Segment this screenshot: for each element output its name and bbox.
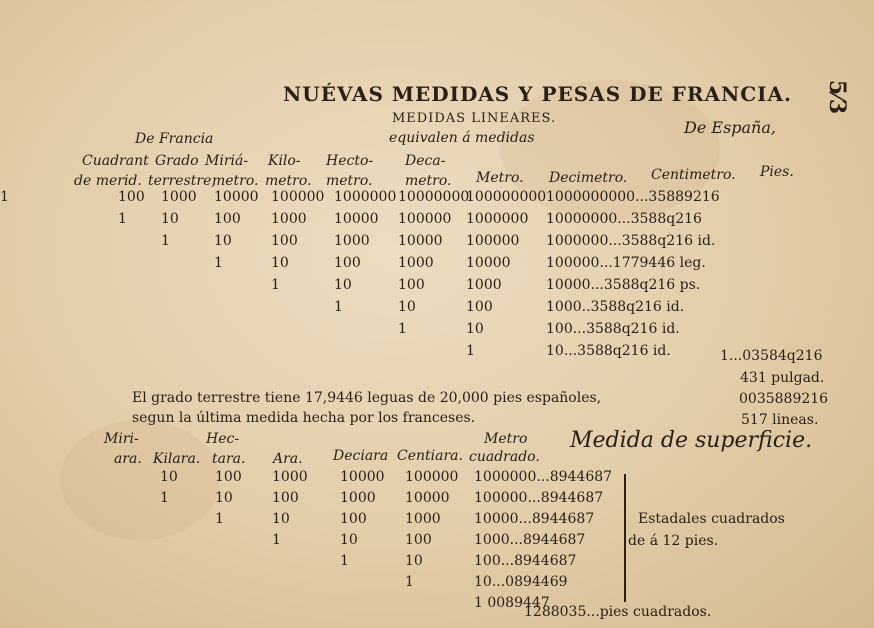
table-cell: 10 [161,211,179,227]
table-cell: 100000 [398,211,452,227]
table-cell: 100 [334,255,361,271]
table-cell: 10 [340,532,358,548]
table-cell: 1000000000...35889216 [546,189,720,205]
page-number: 5⁄3 [824,79,851,115]
col-kilara: Kilara. [153,451,201,467]
table-cell: 10 [272,511,290,527]
table-cell: 1000 [161,189,197,205]
de-francia-label: De Francia [135,131,214,147]
table-cell: 1000 [272,469,308,485]
table-cell: 100000 [271,189,325,205]
col-cuadrado: cuadrado. [469,449,540,465]
table-cell: 10 [214,233,232,249]
tail-line: 517 lineas. [741,412,819,428]
table-cell: 1000 [271,211,307,227]
table-cell: 1000 [398,255,434,271]
table-cell: 1 [466,343,475,359]
table-cell: 1 [160,490,169,506]
col-deciara: Deciara [333,448,389,464]
table-cell: 10...0894469 [474,574,568,590]
col-terrestre: terrestre, [148,173,216,189]
col-hecto-metro: metro. [326,173,373,189]
table-cell: 100000 [405,469,459,485]
col-metro: Metro. [476,170,524,186]
table-cell: 100...8944687 [474,553,577,569]
table-cell: 1 [214,255,223,271]
table-cell: 1 [334,299,343,315]
table-cell: 1000000...8944687 [474,469,613,485]
table-cell: 1 [271,277,280,293]
table-cell: 10000...3588q216 ps. [546,277,701,293]
col-grado: Grado [155,153,199,169]
col-hecto: Hecto- [326,153,374,169]
page-title: NUÉVAS MEDIDAS Y PESAS DE FRANCIA. [283,82,793,106]
de-espana-label: De España, [684,118,776,137]
table-cell: 10 [405,553,423,569]
table-cell: 10000 [340,469,385,485]
col-pies: Pies. [760,164,794,180]
table-cell: 100...3588q216 id. [546,321,680,337]
table-cell: 10 [466,321,484,337]
tail-line: 0035889216 [739,391,829,407]
surface-heading: Medida de superficie. [570,428,813,453]
table-cell: 1 [161,233,170,249]
table-cell: 100 [398,277,425,293]
de-a-label: de á 12 pies. [628,533,719,549]
table-cell: 10000 [334,211,379,227]
col-deca: Deca- [405,153,446,169]
col-centiara: Centiara. [397,448,463,464]
table-cell: 100 [271,233,298,249]
table-cell: 10000 [405,490,450,506]
table-cell: 1000 [334,233,370,249]
col-deca-metro: metro. [405,173,452,189]
col-cuadrant: Cuadrant [82,153,149,169]
col-miria: Miriá- [205,153,249,169]
table-cell: 1000 [405,511,441,527]
table-cell: 10000 [466,255,511,271]
col-de-merid: de merid. [74,173,142,189]
note-line: El grado terrestre tiene 17,9446 leguas de 20,000 pies españoles, [132,390,602,406]
paper-stain [60,420,220,540]
table-cell: 100 [405,532,432,548]
col-ara: Ara. [273,451,303,467]
table-cell: 100 [466,299,493,315]
table-cell: 1 [0,189,9,205]
col-centimetro: Centimetro. [651,167,736,183]
table-cell: 10 [334,277,352,293]
brace [620,474,626,602]
table-cell: 10 [160,469,178,485]
col-miria-metro: metro. [212,173,259,189]
table-cell: 1 [215,511,224,527]
table-cell: 100000...8944687 [474,490,604,506]
table-cell: 100000000 [466,189,547,205]
table-cell: 1000...8944687 [474,532,586,548]
table-cell: 1000 [466,277,502,293]
table-cell: 1 [118,211,127,227]
col-hec-tara: tara. [212,451,246,467]
table-cell: 100 [272,490,299,506]
col-miri-ara: ara. [114,451,142,467]
table-cell: 1 [340,553,349,569]
tail-line: 1...03584q216 [720,348,823,364]
table-cell: 1 [398,321,407,337]
table-cell: 10000000 [398,189,470,205]
table-cell: 100 [340,511,367,527]
note-line: segun la última medida hecha por los franceses. [132,410,476,426]
col-metro-cuadrado: Metro [484,431,528,447]
col-decimetro: Decimetro. [549,170,628,186]
equivalence-caption: equivalen á medidas [389,130,535,146]
table-cell: 10 [398,299,416,315]
table-cell: 1000000 [466,211,529,227]
table-cell: 10...3588q216 id. [546,343,671,359]
table-cell: 1 0089447 [474,595,550,611]
table-cell: 10000 [214,189,259,205]
table-cell: 100000...1779446 leg. [546,255,706,271]
estadales-label: Estadales cuadrados [638,511,785,527]
table-cell: 100 [214,211,241,227]
col-kilo-metro: metro. [265,173,312,189]
table-cell: 1000000...3588q216 id. [546,233,716,249]
last-line: 1288035...pies cuadrados. [524,604,712,620]
section-heading-linear: MEDIDAS LINEARES. [392,111,557,126]
table-cell: 10000 [398,233,443,249]
table-cell: 1000000 [334,189,397,205]
table-cell: 10 [271,255,289,271]
col-miri: Miri- [104,431,139,447]
table-cell: 10000...8944687 [474,511,595,527]
tail-line: 431 pulgad. [740,370,825,386]
col-hec: Hec- [206,431,240,447]
table-cell: 100 [118,189,145,205]
table-cell: 1000 [340,490,376,506]
table-cell: 10000000...3588q216 [546,211,702,227]
table-cell: 10 [215,490,233,506]
col-kilo: Kilo- [268,153,301,169]
table-cell: 100000 [466,233,520,249]
table-cell: 100 [215,469,242,485]
table-cell: 1 [272,532,281,548]
table-cell: 1 [405,574,414,590]
table-cell: 1000..3588q216 id. [546,299,685,315]
